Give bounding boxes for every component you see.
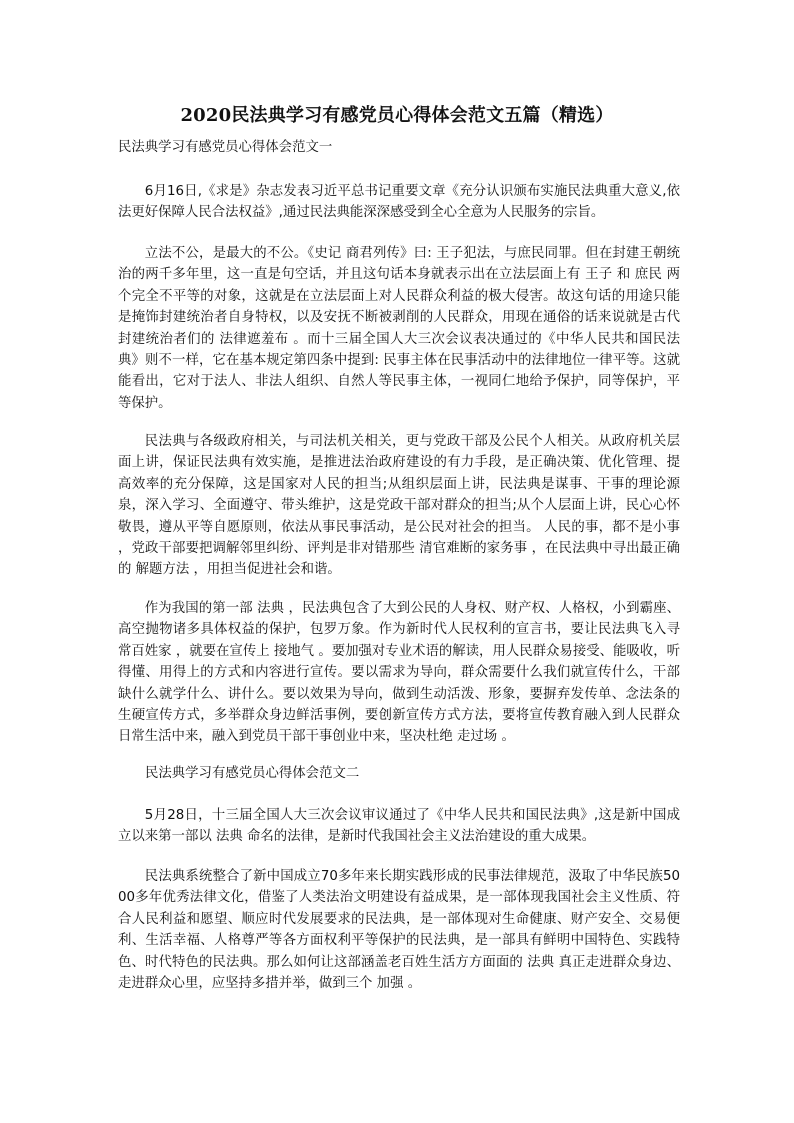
- paragraph-2-1: 5月28日，十三届全国人大三次会议审议通过了《中华人民共和国民法典》,这是新中国成立以来第一部以 法典 命名的法律，是新时代我国社会主义法治建设的重大成果。: [118, 808, 680, 845]
- paragraph-1-3: 民法典与各级政府相关，与司法机关相关，更与党政干部及公民个人相关。从政府机关层面上讲，保证民法典有效实施，是推进法治政府建设的有力手段，是正确决策、优化管理、提高效率的充分保障，这是国家对人民的担当;从组织层面上讲，民法典是谋事、干事的理论源泉，深入学习、全面遵守、带头维护，这是党政干部对群众的担当;从个人层面上讲，民心心怀敬畏，遵从平等自愿原则，依法从事民事活动，是公民对社会的担当。 人民的事，都不是小事 ，党政干部要把调解邻里纠纷、评判是非对错那些 清官难断的家务事 ，在民法典中寻出最正确的 解题方法 ，用担当促进社会和谐。: [118, 434, 680, 578]
- document-title: 2020民法典学习有感党员心得体会范文五篇（精选）: [180, 105, 614, 126]
- paragraph-1-4: 作为我国的第一部 法典 ，民法典包含了大到公民的人身权、财产权、人格权，小到霸座、高空抛物诸多具体权益的保护，包罗万象。作为新时代人民权利的宣言书，要让民法典飞入寻常百姓家 ，就要在宣传上 接地气 。要加强对专业术语的解读，用人民群众易接受、能吸收，听得懂、用得上的方式和内容进行宣传。要以需求为导向，群众需要什么我们就宣传什么，干部缺什么就学什么、讲什么。要以效果为导向，做到生动活泼、形象，要摒弃发传单、念法条的生硬宣传方式，多举群众身边鲜活事例，要创新宣传方式方法，要将宣传教育融入到人民群众日常生活中来，融入到党员干部干事创业中来，坚决杜绝 走过场 。: [118, 601, 680, 745]
- paragraph-1-1: 6月16日,《求是》杂志发表习近平总书记重要文章《充分认识颁布实施民法典重大意义,依法更好保障人民合法权益》,通过民法典能深深感受到全心全意为人民服务的宗旨。: [118, 184, 680, 221]
- paragraph-2-2: 民法典系统整合了新中国成立70多年来长期实践形成的民事法律规范，汲取了中华民族5000多年优秀法律文化，借鉴了人类法治文明建设有益成果，是一部体现我国社会主义性质、符合人民利益和愿望、顺应时代发展要求的民法典，是一部体现对生命健康、财产安全、交易便利、生活幸福、人格尊严等各方面权利平等保护的民法典，是一部具有鲜明中国特色、实践特色、时代特色的民法典。那么如何让这部涵盖老百姓生活方方面面的 法典 真正走进群众身边、走进群众心里，应坚持多措并举，做到三个 加强 。: [118, 869, 680, 992]
- section-heading-2: 民法典学习有感党员心得体会范文二: [145, 766, 360, 781]
- paragraph-1-2: 立法不公，是最大的不公。《史记 商君列传》曰: 王子犯法，与庶民同罪。但在封建王朝统治的两千多年里，这一直是句空话，并且这句话本身就表示出在立法层面上有 王子 和 庶民 两个完全不平等的对象，这就是在立法层面上对人民群众利益的极大侵害。故这句话的用途只能是掩饰封建统治者自身特权，以及安抚不断被剥削的人民群众，用现在通俗的话来说就是古代封建统治者们的 法律遮羞布 。而十三届全国人大三次会议表决通过的《中华人民共和国民法典》则不一样，它在基本规定第四条中提到: 民事主体在民事活动中的法律地位一律平等。这就能看出，它对于法人、非法人组织、自然人等民事主体，一视同仁地给予保护，同等保护，平等保护。: [118, 246, 680, 411]
- section-heading-1: 民法典学习有感党员心得体会范文一: [118, 140, 333, 155]
